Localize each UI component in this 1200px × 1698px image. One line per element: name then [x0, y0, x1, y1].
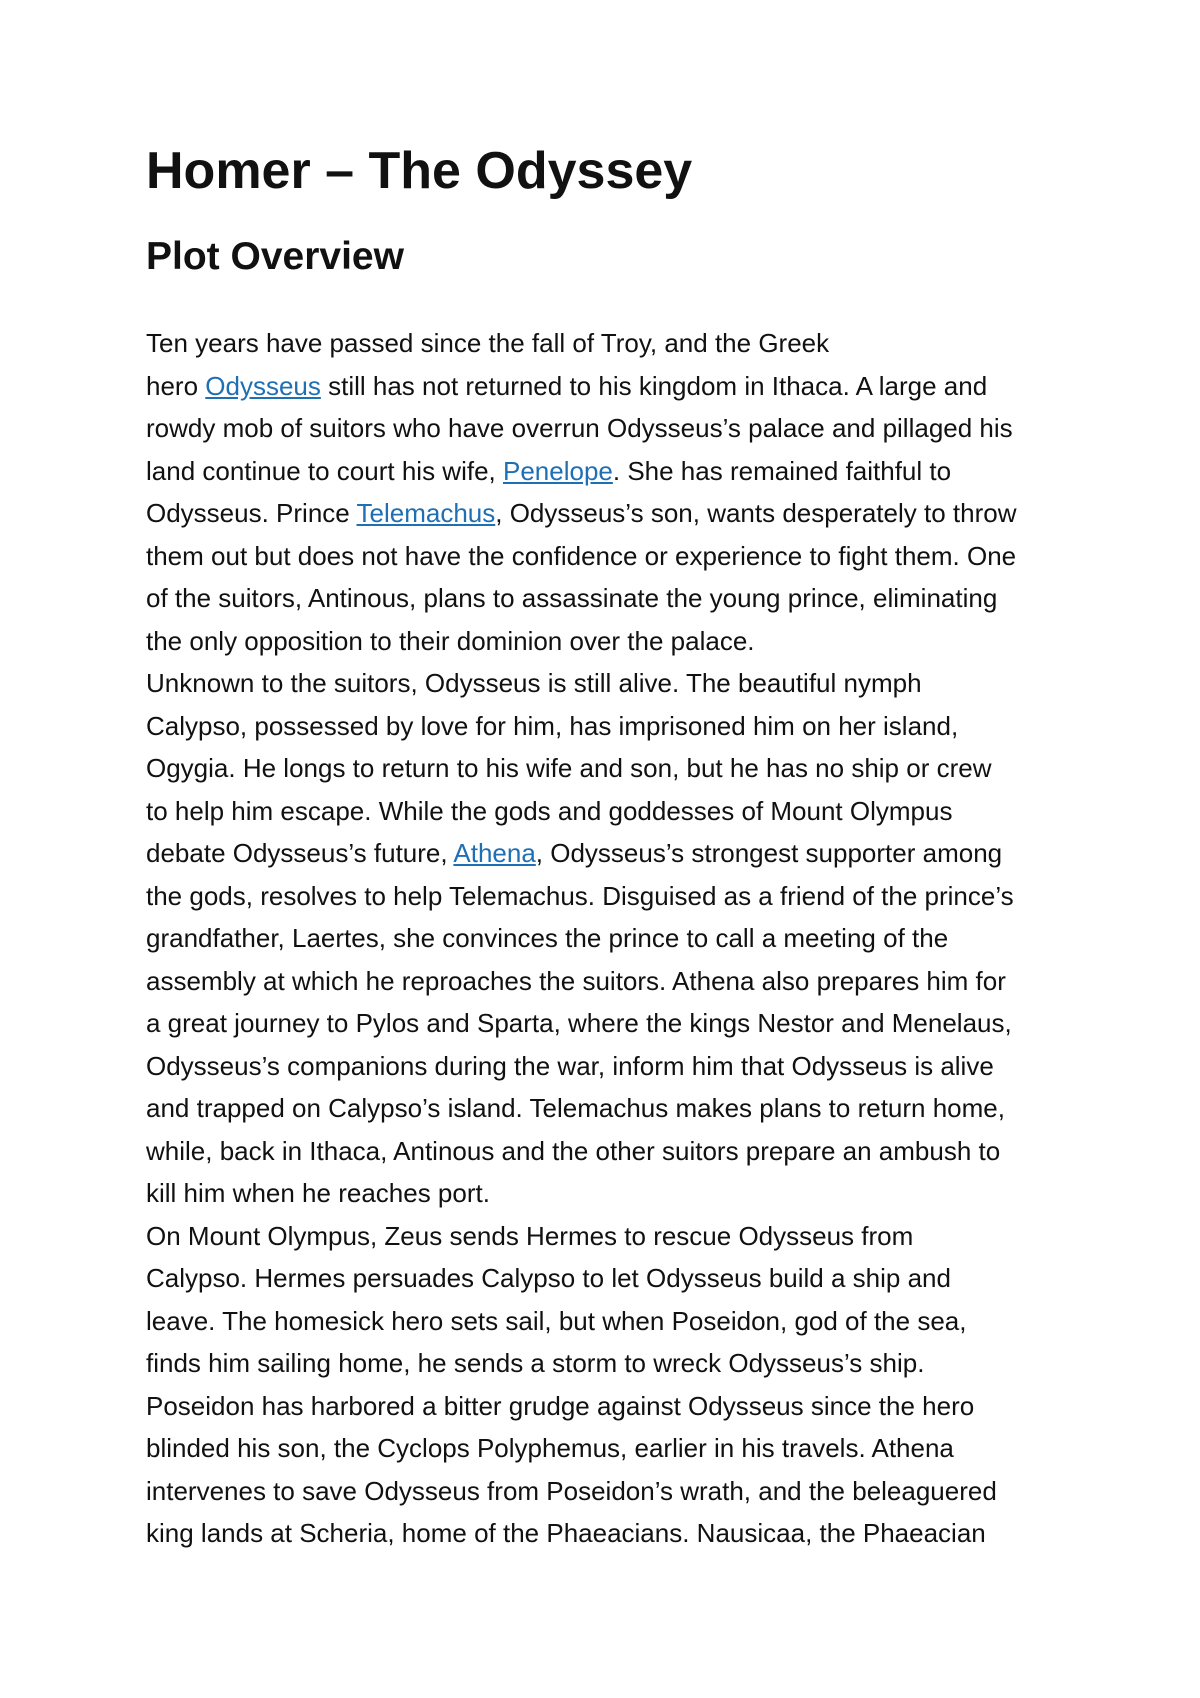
text-line [146, 662, 1076, 705]
text-line [146, 960, 1076, 1003]
text-segment: and trapped on Calypso’s island. Telemachus makes plans to return home, [146, 1093, 1005, 1123]
link-odysseus[interactable]: Odysseus [205, 370, 321, 401]
paragraph [146, 1215, 1076, 1555]
text-line [146, 322, 1076, 365]
text-segment: Calypso. Hermes persuades Calypso to let Odysseus build a ship and [146, 1263, 951, 1293]
text-segment: grandfather, Laertes, she convinces the prince to call a meeting of the [146, 923, 949, 953]
text-line [146, 535, 1076, 578]
text-segment: Odysseus. Prince [146, 498, 357, 528]
section-heading: Plot Overview [146, 235, 404, 278]
text-line [146, 1257, 1076, 1300]
text-line [146, 1342, 1076, 1385]
text-segment: hero [146, 370, 206, 401]
text-segment: of the suitors, Antinous, plans to assassinate the young prince, eliminating [146, 583, 998, 613]
link-athena[interactable]: Athena [453, 838, 536, 868]
text-segment: king lands at Scheria, home of the Phaeacians. Nausicaa, the Phaeacian [146, 1518, 986, 1548]
text-line [146, 1385, 1076, 1428]
link-telemachus[interactable]: Telemachus [356, 498, 496, 528]
document-body [146, 142, 1076, 1555]
text-segment: intervenes to save Odysseus from Poseidon’s wrath, and the beleaguered [146, 1475, 997, 1506]
text-segment: leave. The homesick hero sets sail, but when Poseidon, god of the sea, [146, 1305, 967, 1336]
text-line [146, 917, 1076, 960]
text-line [146, 1427, 1076, 1470]
text-segment: to help him escape. While the gods and goddesses of Mount Olympus [146, 795, 953, 826]
text-line [146, 365, 1076, 408]
text-line [146, 1215, 1076, 1258]
text-line [146, 407, 1076, 450]
text-segment: debate Odysseus’s future, [146, 838, 454, 868]
text-line [146, 577, 1076, 620]
text-line [146, 492, 1076, 535]
text-line [146, 1470, 1076, 1513]
text-line [146, 1130, 1076, 1173]
text-segment: Poseidon has harbored a bitter grudge against Odysseus since the hero [146, 1390, 975, 1421]
text-line [146, 875, 1076, 918]
text-segment: rowdy mob of suitors who have overrun Odysseus’s palace and pillaged his [146, 413, 1013, 443]
text-line [146, 1045, 1076, 1088]
text-segment: them out but does not have the confidence or experience to fight them. One [146, 540, 1017, 571]
text-line [146, 1172, 1076, 1215]
text-segment: Calypso, possessed by love for him, has imprisoned him on her island, [146, 710, 959, 741]
text-segment: assembly at which he reproaches the suitors. Athena also prepares him for [146, 965, 1006, 996]
text-line [146, 450, 1076, 493]
text-segment: , Odysseus’s strongest supporter among [535, 838, 1003, 868]
text-segment: Odysseus’s companions during the war, inform him that Odysseus is alive [146, 1050, 994, 1081]
paragraph-container [146, 322, 1076, 1555]
text-line [146, 747, 1076, 790]
text-line [146, 1512, 1076, 1555]
text-line [146, 620, 1076, 663]
text-segment: blinded his son, the Cyclops Polyphemus, earlier in his travels. Athena [146, 1433, 954, 1463]
document-title: Homer – The Odyssey [146, 142, 693, 200]
text-segment: Unknown to the suitors, Odysseus is still alive. The beautiful nymph [146, 668, 922, 698]
text-line [146, 790, 1076, 833]
paragraph [146, 662, 1076, 1215]
text-line [146, 705, 1076, 748]
text-line [146, 1002, 1076, 1045]
text-segment: Ten years have passed since the fall of Troy, and the Greek [146, 328, 830, 358]
text-segment: , Odysseus’s son, wants desperately to throw [495, 498, 1017, 528]
link-penelope[interactable]: Penelope [502, 455, 613, 486]
text-segment: the gods, resolves to help Telemachus. Disguised as a friend of the prince’s [146, 880, 1014, 911]
text-segment: while, back in Ithaca, Antinous and the other suitors prepare an ambush to [146, 1135, 1001, 1166]
text-line [146, 1300, 1076, 1343]
text-segment: kill him when he reaches port. [146, 1178, 490, 1208]
text-line [146, 832, 1076, 875]
text-line [146, 1087, 1076, 1130]
text-segment: . She has remained faithful to [612, 455, 952, 486]
text-segment: still has not returned to his kingdom in Ithaca. A large and [320, 370, 988, 401]
paragraph [146, 322, 1076, 662]
text-segment: On Mount Olympus, Zeus sends Hermes to rescue Odysseus from [146, 1220, 914, 1251]
text-segment: land continue to court his wife, [146, 455, 503, 486]
text-segment: a great journey to Pylos and Sparta, where the kings Nestor and Menelaus, [146, 1008, 1012, 1038]
text-segment: Ogygia. He longs to return to his wife and son, but he has no ship or crew [146, 753, 992, 783]
text-segment: finds him sailing home, he sends a storm to wreck Odysseus’s ship. [146, 1348, 925, 1378]
text-segment: the only opposition to their dominion over the palace. [146, 625, 755, 656]
